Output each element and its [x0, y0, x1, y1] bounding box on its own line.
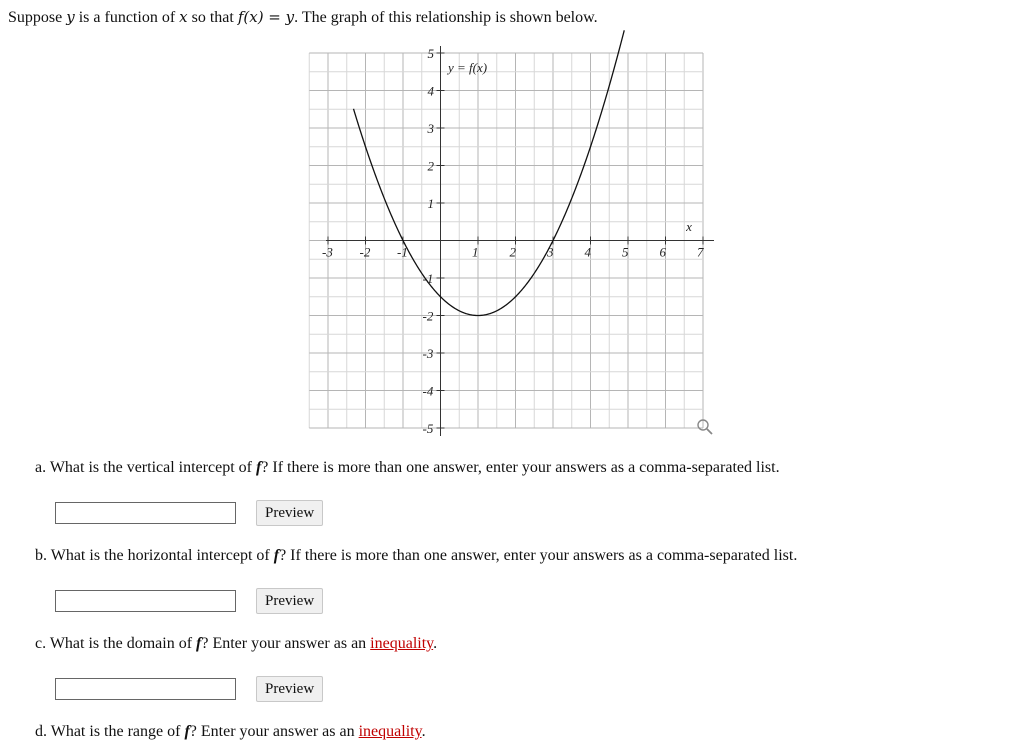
question-text: What is the horizontal intercept of: [50, 547, 274, 564]
magnifier-icon[interactable]: [698, 420, 712, 434]
question-letter: b.: [35, 547, 47, 564]
function-name: f: [255, 459, 262, 476]
y-tick-label: 1: [427, 196, 434, 211]
y-tick-label: -3: [422, 346, 434, 361]
y-tick-label: 3: [427, 121, 434, 136]
question-text: ? Enter your answer as an: [189, 723, 359, 740]
function-equation: f(x) = y: [237, 8, 295, 26]
inequality-link[interactable]: inequality: [370, 635, 434, 652]
question-text: What is the range of: [50, 723, 185, 740]
x-tick-label: 3: [547, 244, 554, 260]
x-tick-label: -1: [397, 244, 408, 260]
question-text: What is the vertical intercept of: [49, 459, 256, 476]
var-y: y: [66, 8, 75, 26]
question-d: [35, 723, 426, 741]
x-tick-label: 5: [622, 244, 629, 260]
question-a: [35, 459, 780, 477]
x-tick-label: 4: [584, 244, 591, 260]
intro-text: so that: [187, 9, 238, 26]
question-letter: d.: [35, 723, 47, 740]
x-tick-label: -2: [359, 244, 371, 260]
function-name: f: [196, 635, 202, 652]
x-tick-label: -3: [322, 244, 333, 260]
function-name: f: [273, 547, 280, 564]
question-text: .: [421, 723, 426, 740]
question-text: What is the domain of: [49, 635, 197, 652]
x-tick-label: 7: [697, 244, 704, 260]
y-tick-label: -1: [422, 271, 434, 286]
question-b: [35, 547, 797, 565]
function-graph: [322, 44, 716, 438]
question-text: .: [433, 635, 438, 652]
curve-label: y = f(x): [448, 59, 488, 75]
answer-input-c[interactable]: [55, 678, 236, 700]
y-tick-label: -2: [422, 308, 434, 324]
function-curve: [354, 30, 625, 315]
x-tick-label: 6: [659, 244, 666, 260]
question-c: [35, 635, 437, 653]
var-x: x: [179, 8, 188, 26]
preview-button-b[interactable]: Preview: [256, 588, 323, 614]
intro-text: . The graph of this relationship is shown below.: [294, 9, 598, 26]
y-tick-label: -5: [422, 421, 434, 436]
x-axis-label: x: [686, 219, 692, 235]
y-tick-label: 4: [427, 83, 434, 99]
preview-button-a[interactable]: Preview: [256, 500, 323, 526]
y-tick-label: 5: [427, 46, 434, 61]
function-name: f: [184, 723, 190, 740]
answer-input-a[interactable]: [55, 502, 236, 524]
intro-text: is a function of: [74, 9, 180, 26]
y-tick-label: -4: [422, 383, 434, 399]
problem-intro: [8, 8, 598, 27]
intro-text: Suppose: [8, 9, 67, 26]
x-tick-label: 2: [509, 244, 516, 260]
answer-input-b[interactable]: [55, 590, 236, 612]
x-tick-label: 1: [472, 244, 479, 260]
preview-button-c[interactable]: Preview: [256, 676, 323, 702]
question-letter: c.: [35, 635, 47, 652]
question-text: ? If there is more than one answer, enter your answers as a comma-separated list.: [261, 459, 780, 476]
question-text: ? If there is more than one answer, enter your answers as a comma-separated list.: [279, 547, 798, 564]
inequality-link[interactable]: inequality: [358, 723, 422, 740]
y-tick-label: 2: [427, 158, 434, 174]
question-letter: a.: [35, 459, 47, 476]
question-text: ? Enter your answer as an: [201, 635, 371, 652]
